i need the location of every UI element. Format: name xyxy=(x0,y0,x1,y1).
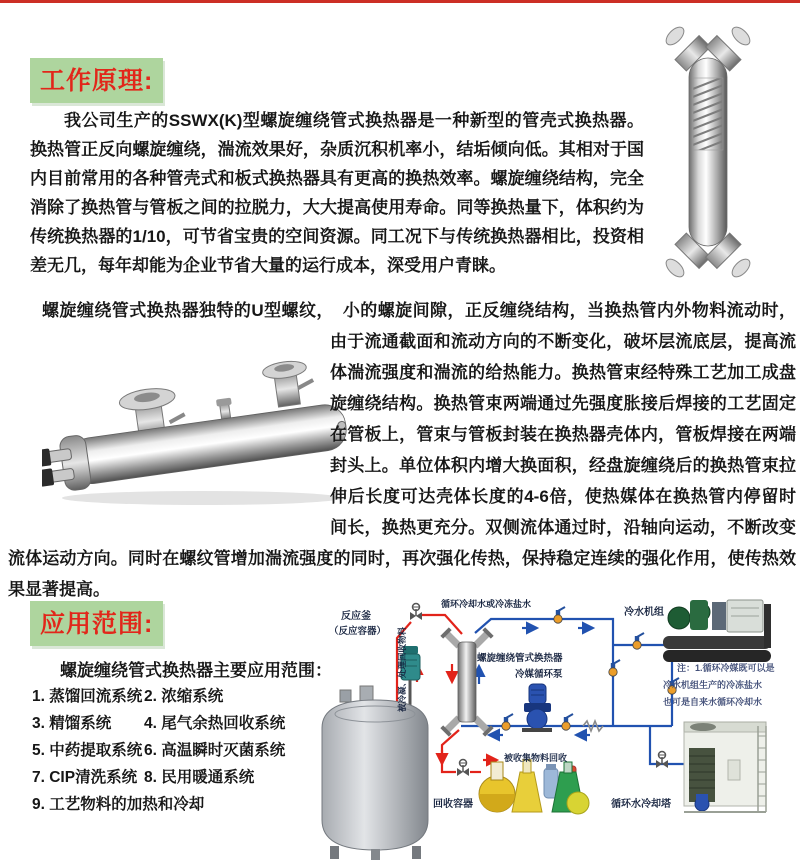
section-heading-working-principle: 工作原理: xyxy=(30,58,163,103)
paragraph-working-principle-2 xyxy=(8,295,796,605)
heat-exchanger-unit xyxy=(440,627,493,736)
application-list xyxy=(32,684,324,819)
label-heat-exchanger: 螺旋缠绕管式换热器 xyxy=(477,653,563,664)
valve-recovery xyxy=(457,760,469,777)
label-reactor-sub: （反应容器） xyxy=(329,626,387,637)
note-line: 也可是自来水循环冷却水 xyxy=(663,697,763,707)
list-item: 1. 蒸馏回流系统 xyxy=(32,688,143,705)
valve-tower-inlet xyxy=(656,752,668,769)
diagram-graphics xyxy=(318,588,800,861)
valve-riser-right xyxy=(609,660,620,676)
valve-pump-discharge xyxy=(562,714,573,730)
flange-nozzle-small xyxy=(262,358,317,408)
label-pump: 冷媒循环泵 xyxy=(515,669,563,680)
process-flow-diagram xyxy=(318,588,800,861)
shell-body xyxy=(67,402,349,486)
note-line: 冷水机组生产的冷冻盐水 xyxy=(663,680,763,690)
cold-pipe-circuit xyxy=(461,619,684,764)
section-heading-application-scope: 应用范围: xyxy=(30,601,163,646)
hot-flow-arrows xyxy=(417,664,497,764)
paragraph2-line1: 螺旋缠绕管式换热器独特的U型螺纹， 小的螺旋间隙，正反缠绕结构，当换热管内外物料流动时， xyxy=(42,301,796,320)
product-photo-vertical-heat-exchanger xyxy=(645,12,797,290)
valve-chiller-supply xyxy=(633,633,644,649)
diagram-note xyxy=(663,660,800,711)
circulation-pump xyxy=(522,684,552,732)
list-item: 2. 浓缩系统 xyxy=(144,688,224,705)
note-line: 注：1.循环冷媒既可以是 xyxy=(677,663,775,673)
label-reactor: 反应釜 xyxy=(341,611,371,622)
label-riser-vertical: 被冷凝、处理回收物料 xyxy=(397,626,407,712)
product-photo-horizontal-heat-exchanger xyxy=(8,332,316,508)
vent-cap xyxy=(216,398,232,407)
label-cooling-tower: 循环水冷却塔 xyxy=(611,799,671,810)
cooling-tower xyxy=(684,722,766,812)
list-item: 5. 中药提取系统 xyxy=(32,742,143,759)
valve-pump-suction xyxy=(502,714,513,730)
paragraph-working-principle-1: 我公司生产的SSWX(K)型螺旋缠绕管式换热器是一种新型的管壳式换热器。换热管正反向螺旋缠绕，湍流效果好，杂质沉积机率小，结垢倾向低。其相对于国内目前常用的各种管壳式和板式换热器具有更高的换热效率。螺旋缠绕结构，完全消除了换热管与管板之间的拉脱力，大大提高使用寿命。同等换热量下，体积约为传统换热器的1/10，可节省宝贵的空间资源。同工况下与传统换热器相比，投资相差无几，每年却能为企业节省大量的运行成本，深受用户青睐。 xyxy=(30,111,644,275)
paragraph2-rest: 由于流通截面和流动方向的不断变化，破坏层流底层，提高流体湍流强度和湍流的给热能力。换热管束经特殊工艺加工成盘旋缠绕结构。换热管束两端通过先强度胀接后焊接的工艺固定在管板上，管束与管板封装在换热器壳体内，管板焊接在两端封头上。单位体积内增大换面积，经盘旋缠绕后的换热管束拉伸后长度可达壳体长度的4-6倍，使热媒体在换热管内停留时间长，换热更充分。双侧流体通过时，沿轴向运动，不断改变流体运动方向。同时在螺纹管增加湍流强度的同时，再次强化传热，保持稳定连续的强化作用，使传热效果显著提高。 xyxy=(8,332,796,599)
chiller-unit xyxy=(663,600,771,662)
list-item: 6. 高温瞬时灭菌系统 xyxy=(144,742,286,759)
list-item: 3. 精馏系统 xyxy=(32,715,112,732)
list-item: 9. 工艺物料的加热和冷却 xyxy=(32,796,205,813)
label-coolant-pipe: 循环冷却水或冷冻盐水 xyxy=(441,599,532,609)
label-recovery-flow: 被收集物料回收 xyxy=(504,753,568,763)
top-red-divider xyxy=(0,0,800,3)
shadow xyxy=(62,491,342,505)
list-item: 8. 民用暖通系统 xyxy=(144,769,255,786)
horizontal-heat-exchanger-illustration xyxy=(42,332,350,508)
valve-coolant-top xyxy=(554,607,565,623)
vertical-heat-exchanger-illustration xyxy=(645,12,797,290)
application-intro: 螺旋缠绕管式换热器主要应用范围： xyxy=(60,661,332,680)
recovery-flasks xyxy=(479,760,589,814)
reactor-kettle xyxy=(322,646,428,860)
label-recovery-container: 回收容器 xyxy=(433,799,473,810)
list-item: 4. 尾气余热回收系统 xyxy=(144,715,286,732)
list-item: 7. CIP清洗系统 xyxy=(32,769,138,786)
valve-reactor-outlet xyxy=(410,604,422,621)
label-chiller: 冷水机组 xyxy=(624,607,664,618)
